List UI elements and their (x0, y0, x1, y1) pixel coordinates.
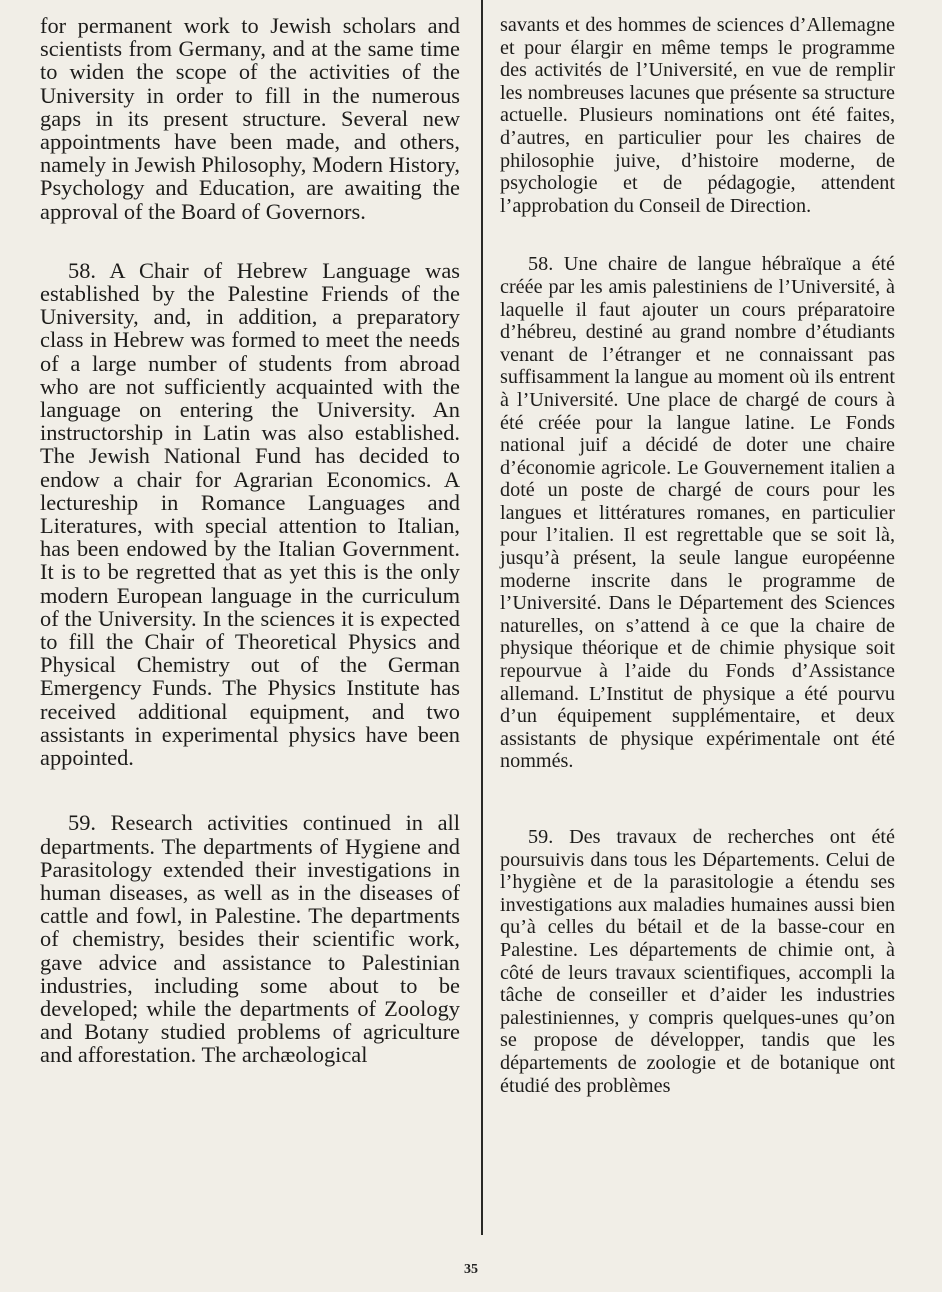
english-paragraph-59: 59. Research activities continued in all departments. The departments of Hygiene and Parasitology extended their investigations in human diseases, as well as in the diseases of cattle and fowl, in Palestine. The departments of chemistry, besides their scientific work, gave advice and assistance to Palestinian industries, including some about to be developed; while the departments of Zoology and Botany studied problems of agriculture and afforestation. The archæological (40, 810, 460, 1068)
english-paragraph-continued: for permanent work to Jewish scholars and scientists from Germany, and at the same time to widen the scope of the activities of the University in order to fill in the numerous gaps in its present structure. Several new appointments have been made, and others, namely in Jewish Philosophy, Modern History, Psychology and Education, are awaiting the approval of the Board of Governors. (40, 13, 460, 224)
french-column (500, 14, 895, 1097)
english-paragraph-58: 58. A Chair of Hebrew Language was established by the Palestine Friends of the University, and, in addition, a preparatory class in Hebrew was formed to meet the needs of a large number of students from abroad who are not sufficiently acquainted with the language on entering the University. An instructorship in Latin was also established. The Jewish National Fund has decided to endow a chair for Agrarian Economics. A lectureship in Romance Languages and Literatures, with special attention to Italian, has been endowed by the Italian Government. It is to be regretted that as yet this is the only modern European language in the curriculum of the University. In the sciences it is expected to fill the Chair of Theoretical Physics and Physical Chemistry out of the German Emergency Funds. The Physics Institute has received additional equipment, and two assistants in experimental physics have been appointed. (40, 257, 460, 771)
french-paragraph-continued: savants et des hommes de sciences d’Allemagne et pour élargir en même temps le programme des activités de l’Université, en vue de remplir les nombreuses lacunes que présente sa structure actuelle. Plusieurs nominations ont été faites, d’autres, en particulier pour les chaires de philosophie juive, d’histoire moderne, de psychologie et de pédagogie, attendent l’approbation du Conseil de Direction. (500, 14, 895, 217)
column-divider (481, 0, 483, 1235)
english-column (40, 14, 460, 1067)
french-paragraph-58: 58. Une chaire de langue hébraïque a été créée par les amis palestiniens de l’Université, à laquelle il faut ajouter un cours préparatoire d’hébreu, destiné au grand nombre d’étudiants venant de l’étranger et ne connaissant pas suffisamment la langue au moment où ils entrent à l’Université. Une place de chargé de cours à été créée pour la langue latine. Le Fonds national juif a décidé de doter une chaire d’économie agricole. Le Gouvernement italien a doté un poste de chargé de cours pour les langues et littératures romanes, en particulier pour l’italien. Il est regrettable que se soit là, jusqu’à présent, la seule langue européenne moderne inscrite dans le programme de l’Université. Dans le Département des Sciences naturelles, on s’attend à ce que la chaire de physique théorique et de chimie physique soit repourvue à l’aide du Fonds d’Assistance allemand. L’Institut de physique a été pourvu d’un équipement supplémentaire, et deux assistants de physique expérimentale ont été nommés. (500, 253, 895, 773)
french-paragraph-59: 59. Des travaux de recherches ont été poursuivis dans tous les Départements. Celui de l’hygiène et de la parasitologie a étendu ses investigations aux maladies humaines aussi bien qu’à celles du bétail et de la basse-cour en Palestine. Les départements de chimie ont, à côté de leurs travaux scientifiques, accompli la tâche de conseiller et d’aider les industries palestiniennes, y compris quelques-unes qu’on se propose de développer, tandis que les départements de zoologie et de botanique ont étudié des problèmes (500, 826, 895, 1097)
page-number: 35 (464, 1262, 478, 1277)
